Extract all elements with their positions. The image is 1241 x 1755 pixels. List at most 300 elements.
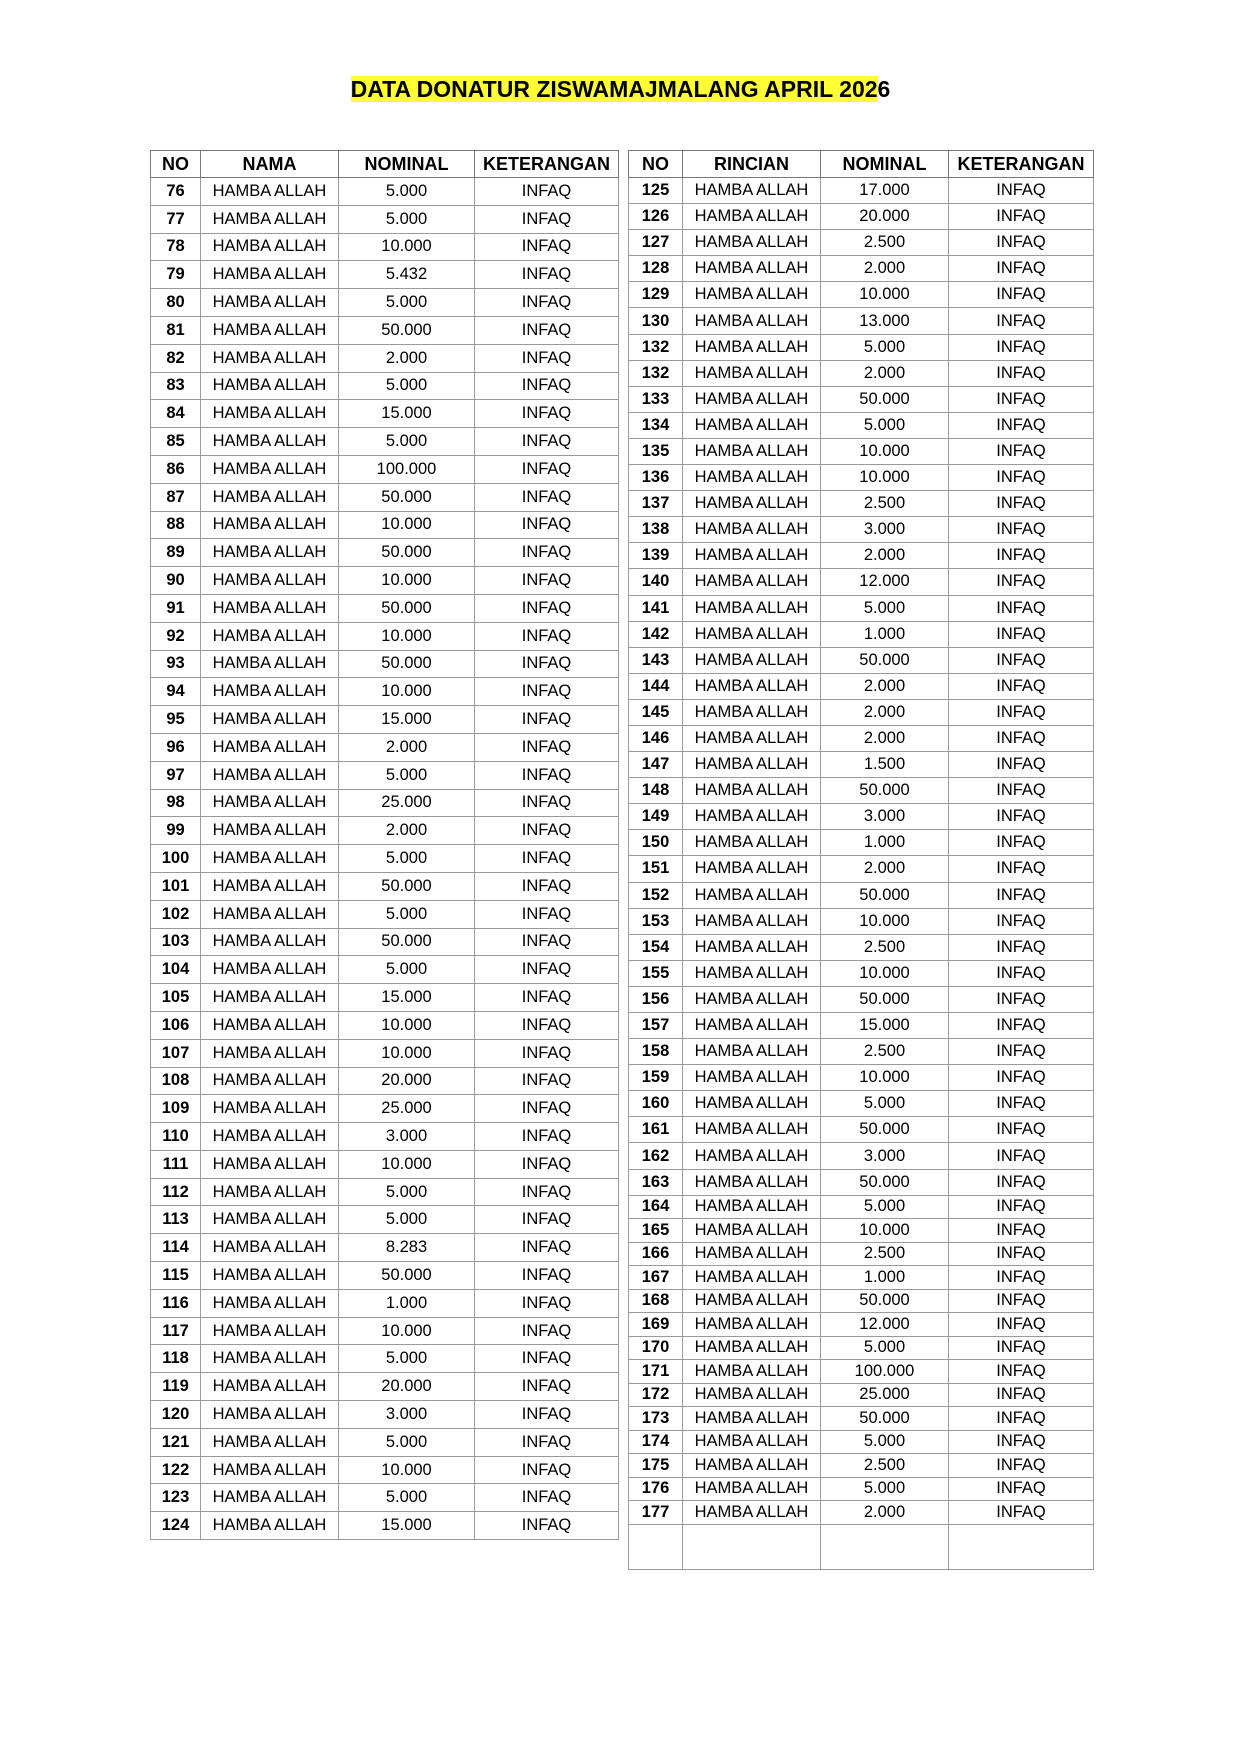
cell-nominal: 5.000 (339, 761, 475, 789)
cell-keterangan: INFAQ (949, 543, 1094, 569)
cell-nominal: 5.000 (339, 178, 475, 206)
cell-no: 104 (151, 956, 201, 984)
cell-keterangan: INFAQ (949, 569, 1094, 595)
cell-no: 158 (629, 1039, 683, 1065)
cell-keterangan: INFAQ (949, 1430, 1094, 1454)
cell-keterangan: INFAQ (949, 1360, 1094, 1384)
cell-nominal: 2.000 (821, 725, 949, 751)
table-row (629, 647, 1094, 673)
cell-no: 149 (629, 804, 683, 830)
table-row (151, 1317, 619, 1345)
cell-keterangan: INFAQ (475, 289, 619, 317)
cell-no: 95 (151, 706, 201, 734)
cell-keterangan: INFAQ (949, 856, 1094, 882)
cell-keterangan: INFAQ (475, 567, 619, 595)
cell-no: 176 (629, 1477, 683, 1501)
table-row (151, 678, 619, 706)
cell-no: 94 (151, 678, 201, 706)
cell-keterangan: INFAQ (949, 386, 1094, 412)
cell-name: HAMBA ALLAH (683, 960, 821, 986)
cell-nominal: 50.000 (339, 928, 475, 956)
cell-nominal: 2.000 (821, 856, 949, 882)
cell-no: 111 (151, 1150, 201, 1178)
cell-keterangan: INFAQ (475, 678, 619, 706)
cell-name: HAMBA ALLAH (201, 817, 339, 845)
table-row (151, 1123, 619, 1151)
cell-name: HAMBA ALLAH (201, 1178, 339, 1206)
cell-no: 110 (151, 1123, 201, 1151)
table-row (151, 1150, 619, 1178)
cell-nominal: 5.000 (339, 205, 475, 233)
table-row (151, 594, 619, 622)
cell-no: 80 (151, 289, 201, 317)
cell-nominal: 5.000 (339, 1428, 475, 1456)
cell-name: HAMBA ALLAH (683, 1289, 821, 1313)
cell-keterangan: INFAQ (475, 344, 619, 372)
table-row (151, 622, 619, 650)
table-row (629, 1013, 1094, 1039)
cell-nominal: 17.000 (821, 178, 949, 204)
cell-no: 148 (629, 778, 683, 804)
cell-no: 132 (629, 360, 683, 386)
cell-keterangan: INFAQ (475, 900, 619, 928)
cell-keterangan: INFAQ (949, 1313, 1094, 1337)
donor-table-left (150, 150, 619, 1540)
cell-no: 112 (151, 1178, 201, 1206)
cell-nominal: 5.000 (821, 1091, 949, 1117)
header-rincian: RINCIAN (683, 151, 821, 178)
table-row (151, 761, 619, 789)
cell-nominal: 3.000 (821, 517, 949, 543)
cell-keterangan: INFAQ (475, 1345, 619, 1373)
cell-nominal: 2.000 (821, 1501, 949, 1525)
cell-nominal: 2.000 (339, 344, 475, 372)
cell-name: HAMBA ALLAH (683, 934, 821, 960)
cell-name: HAMBA ALLAH (683, 725, 821, 751)
table-row (629, 1065, 1094, 1091)
cell-keterangan: INFAQ (949, 804, 1094, 830)
cell-no: 76 (151, 178, 201, 206)
table-row (151, 205, 619, 233)
cell-nominal: 5.000 (821, 412, 949, 438)
cell-nominal: 1.000 (821, 1266, 949, 1290)
cell-no: 165 (629, 1219, 683, 1243)
table-row (151, 1484, 619, 1512)
table-row (629, 595, 1094, 621)
table-row (151, 650, 619, 678)
cell-nominal: 5.000 (339, 1484, 475, 1512)
table-row (151, 845, 619, 873)
cell-nominal: 10.000 (821, 465, 949, 491)
table-row (151, 1512, 619, 1540)
cell-name: HAMBA ALLAH (683, 1169, 821, 1195)
cell-no: 141 (629, 595, 683, 621)
cell-name: HAMBA ALLAH (201, 1067, 339, 1095)
cell-no: 125 (629, 178, 683, 204)
cell-keterangan: INFAQ (949, 1407, 1094, 1431)
cell-name: HAMBA ALLAH (683, 1313, 821, 1337)
cell-name: HAMBA ALLAH (201, 650, 339, 678)
cell-keterangan: INFAQ (475, 483, 619, 511)
cell-name: HAMBA ALLAH (201, 205, 339, 233)
cell-keterangan: INFAQ (949, 1266, 1094, 1290)
cell-name: HAMBA ALLAH (201, 1234, 339, 1262)
cell-no: 97 (151, 761, 201, 789)
cell-name: HAMBA ALLAH (201, 1373, 339, 1401)
cell-name: HAMBA ALLAH (683, 438, 821, 464)
cell-name: HAMBA ALLAH (683, 752, 821, 778)
cell-name: HAMBA ALLAH (683, 1336, 821, 1360)
table-row (151, 428, 619, 456)
cell-keterangan: INFAQ (475, 1150, 619, 1178)
cell-nominal: 5.000 (339, 1345, 475, 1373)
table-row (629, 699, 1094, 725)
table-row (151, 872, 619, 900)
cell-keterangan: INFAQ (475, 178, 619, 206)
cell-no: 96 (151, 733, 201, 761)
header-nominal: NOMINAL (339, 151, 475, 178)
table-row (629, 621, 1094, 647)
cell-nominal: 15.000 (339, 706, 475, 734)
cell-name: HAMBA ALLAH (201, 1401, 339, 1429)
cell-nominal: 10.000 (339, 233, 475, 261)
cell-name: HAMBA ALLAH (683, 308, 821, 334)
table-row (151, 261, 619, 289)
cell-keterangan: INFAQ (475, 1456, 619, 1484)
cell-no: 154 (629, 934, 683, 960)
cell-no: 177 (629, 1501, 683, 1525)
cell-keterangan: INFAQ (475, 984, 619, 1012)
cell-name: HAMBA ALLAH (683, 856, 821, 882)
cell-no: 103 (151, 928, 201, 956)
cell-keterangan: INFAQ (475, 761, 619, 789)
table-row (629, 178, 1094, 204)
cell-name: HAMBA ALLAH (683, 1039, 821, 1065)
table-row (629, 491, 1094, 517)
cell-no: 133 (629, 386, 683, 412)
cell-keterangan: INFAQ (475, 817, 619, 845)
cell-no: 86 (151, 455, 201, 483)
cell-name: HAMBA ALLAH (201, 261, 339, 289)
cell-no: 132 (629, 334, 683, 360)
cell-no: 145 (629, 699, 683, 725)
cell-nominal: 2.500 (821, 230, 949, 256)
cell-name: HAMBA ALLAH (683, 1407, 821, 1431)
cell-keterangan: INFAQ (949, 699, 1094, 725)
table-row (629, 386, 1094, 412)
table-row (629, 1195, 1094, 1219)
table-row (629, 1117, 1094, 1143)
header-keterangan: KETERANGAN (949, 151, 1094, 178)
cell-nominal: 50.000 (339, 650, 475, 678)
cell-name: HAMBA ALLAH (683, 1195, 821, 1219)
cell-name: HAMBA ALLAH (201, 761, 339, 789)
table-row (151, 1456, 619, 1484)
table-row (151, 455, 619, 483)
cell-name: HAMBA ALLAH (683, 1143, 821, 1169)
table-row (629, 256, 1094, 282)
cell-nominal: 5.000 (339, 428, 475, 456)
table-header-row (151, 151, 619, 178)
table-row (151, 1262, 619, 1290)
cell-nominal: 10.000 (339, 678, 475, 706)
cell-nominal: 5.000 (821, 334, 949, 360)
cell-no: 151 (629, 856, 683, 882)
cell-name: HAMBA ALLAH (201, 511, 339, 539)
cell-name: HAMBA ALLAH (201, 372, 339, 400)
cell-nominal: 10.000 (821, 282, 949, 308)
table-row (151, 178, 619, 206)
table-row (629, 569, 1094, 595)
cell-name: HAMBA ALLAH (683, 1360, 821, 1384)
table-row (151, 1206, 619, 1234)
cell-name: HAMBA ALLAH (683, 412, 821, 438)
table-row (629, 856, 1094, 882)
cell-no: 147 (629, 752, 683, 778)
table-row (629, 1169, 1094, 1195)
cell-nominal: 3.000 (339, 1123, 475, 1151)
cell-nominal: 50.000 (821, 1289, 949, 1313)
cell-name: HAMBA ALLAH (201, 956, 339, 984)
table-row (151, 289, 619, 317)
cell-name: HAMBA ALLAH (201, 539, 339, 567)
cell-no: 174 (629, 1430, 683, 1454)
table-row (151, 1095, 619, 1123)
cell-nominal: 2.000 (339, 817, 475, 845)
cell-keterangan: INFAQ (475, 1067, 619, 1095)
cell-no: 115 (151, 1262, 201, 1290)
cell-no: 161 (629, 1117, 683, 1143)
cell-name: HAMBA ALLAH (683, 882, 821, 908)
cell-keterangan: INFAQ (949, 334, 1094, 360)
cell-no: 106 (151, 1011, 201, 1039)
cell-name: HAMBA ALLAH (683, 1117, 821, 1143)
table-row (151, 316, 619, 344)
cell-no: 77 (151, 205, 201, 233)
cell-keterangan: INFAQ (949, 230, 1094, 256)
cell-name: HAMBA ALLAH (201, 1039, 339, 1067)
cell-keterangan: INFAQ (475, 1011, 619, 1039)
table-row (629, 1454, 1094, 1478)
cell-name: HAMBA ALLAH (201, 1317, 339, 1345)
cell-keterangan: INFAQ (475, 1484, 619, 1512)
cell-name: HAMBA ALLAH (683, 699, 821, 725)
cell-keterangan: INFAQ (475, 845, 619, 873)
cell-keterangan: INFAQ (949, 1117, 1094, 1143)
cell-no: 136 (629, 465, 683, 491)
cell-keterangan: INFAQ (949, 934, 1094, 960)
cell-name: HAMBA ALLAH (683, 256, 821, 282)
table-row (629, 830, 1094, 856)
cell-keterangan: INFAQ (949, 647, 1094, 673)
cell-nominal: 10.000 (821, 1219, 949, 1243)
cell-keterangan: INFAQ (475, 928, 619, 956)
cell-keterangan: INFAQ (475, 511, 619, 539)
cell-no: 126 (629, 204, 683, 230)
cell-keterangan: INFAQ (475, 1428, 619, 1456)
cell-no: 84 (151, 400, 201, 428)
cell-no: 119 (151, 1373, 201, 1401)
table-row (151, 233, 619, 261)
cell-keterangan: INFAQ (949, 882, 1094, 908)
cell-no: 160 (629, 1091, 683, 1117)
cell-name: HAMBA ALLAH (201, 1289, 339, 1317)
cell-keterangan: INFAQ (949, 830, 1094, 856)
cell-nominal: 5.000 (339, 956, 475, 984)
cell-name: HAMBA ALLAH (683, 282, 821, 308)
cell-nominal: 12.000 (821, 569, 949, 595)
cell-nominal: 50.000 (821, 986, 949, 1012)
table-row (151, 1401, 619, 1429)
cell-keterangan: INFAQ (475, 400, 619, 428)
cell-no: 167 (629, 1266, 683, 1290)
cell-keterangan: INFAQ (475, 872, 619, 900)
cell-nominal: 8.283 (339, 1234, 475, 1262)
cell-nominal: 20.000 (821, 204, 949, 230)
cell-keterangan: INFAQ (949, 960, 1094, 986)
cell-keterangan: INFAQ (949, 778, 1094, 804)
cell-name: HAMBA ALLAH (201, 1123, 339, 1151)
cell-no: 144 (629, 673, 683, 699)
cell-no: 163 (629, 1169, 683, 1195)
cell-name: HAMBA ALLAH (683, 517, 821, 543)
cell-no: 138 (629, 517, 683, 543)
cell-name: HAMBA ALLAH (201, 678, 339, 706)
cell-nominal: 10.000 (821, 960, 949, 986)
cell-keterangan: INFAQ (949, 621, 1094, 647)
cell-name: HAMBA ALLAH (683, 1383, 821, 1407)
cell-no: 173 (629, 1407, 683, 1431)
cell-name: HAMBA ALLAH (201, 233, 339, 261)
cell-nominal: 2.000 (821, 360, 949, 386)
table-row (629, 673, 1094, 699)
cell-name: HAMBA ALLAH (683, 647, 821, 673)
cell-nominal: 50.000 (339, 539, 475, 567)
cell-nominal: 5.000 (821, 1430, 949, 1454)
cell-no: 137 (629, 491, 683, 517)
donor-table-right-body (629, 178, 1094, 1570)
cell-no: 135 (629, 438, 683, 464)
cell-no: 88 (151, 511, 201, 539)
cell-nominal: 50.000 (821, 386, 949, 412)
header-nama: NAMA (201, 151, 339, 178)
cell-keterangan: INFAQ (475, 1095, 619, 1123)
table-row (629, 1143, 1094, 1169)
cell-no: 150 (629, 830, 683, 856)
table-row (629, 465, 1094, 491)
cell-nominal: 25.000 (339, 1095, 475, 1123)
cell-name: HAMBA ALLAH (683, 334, 821, 360)
cell-nominal: 15.000 (339, 984, 475, 1012)
cell-nominal: 10.000 (821, 908, 949, 934)
table-row (151, 956, 619, 984)
table-row (629, 934, 1094, 960)
page-title (0, 74, 1241, 104)
cell-keterangan: INFAQ (475, 1123, 619, 1151)
cell-nominal: 100.000 (821, 1360, 949, 1384)
cell-nominal: 5.000 (821, 1195, 949, 1219)
cell-no: 81 (151, 316, 201, 344)
cell-no: 153 (629, 908, 683, 934)
cell-nominal: 10.000 (339, 1456, 475, 1484)
title-highlighted: DATA DONATUR ZISWAMAJMALANG APRIL 202 (350, 76, 878, 102)
cell-keterangan: INFAQ (475, 539, 619, 567)
cell-name: HAMBA ALLAH (683, 1501, 821, 1525)
cell-nominal: 20.000 (339, 1067, 475, 1095)
cell-keterangan: INFAQ (949, 1477, 1094, 1501)
cell-no: 90 (151, 567, 201, 595)
cell-no: 128 (629, 256, 683, 282)
table-row (151, 400, 619, 428)
cell-no: 171 (629, 1360, 683, 1384)
table-row (151, 817, 619, 845)
cell-nominal: 3.000 (821, 1143, 949, 1169)
table-row (151, 1011, 619, 1039)
cell-name: HAMBA ALLAH (201, 1095, 339, 1123)
cell-no: 134 (629, 412, 683, 438)
table-row (151, 900, 619, 928)
cell-nominal: 2.000 (821, 673, 949, 699)
table-row (151, 539, 619, 567)
table-row (151, 483, 619, 511)
empty-cell (683, 1524, 821, 1569)
title-rest: 6 (877, 76, 891, 102)
cell-keterangan: INFAQ (949, 1454, 1094, 1478)
cell-name: HAMBA ALLAH (683, 386, 821, 412)
cell-no: 159 (629, 1065, 683, 1091)
cell-nominal: 15.000 (339, 400, 475, 428)
cell-nominal: 2.500 (821, 1242, 949, 1266)
cell-keterangan: INFAQ (475, 594, 619, 622)
cell-name: HAMBA ALLAH (683, 178, 821, 204)
empty-cell (629, 1524, 683, 1569)
cell-no: 89 (151, 539, 201, 567)
cell-nominal: 50.000 (339, 594, 475, 622)
cell-keterangan: INFAQ (949, 1383, 1094, 1407)
cell-no: 121 (151, 1428, 201, 1456)
cell-no: 98 (151, 789, 201, 817)
cell-keterangan: INFAQ (949, 725, 1094, 751)
cell-keterangan: INFAQ (949, 465, 1094, 491)
cell-keterangan: INFAQ (475, 1401, 619, 1429)
table-row (629, 960, 1094, 986)
donor-table-right (628, 150, 1094, 1570)
cell-name: HAMBA ALLAH (201, 1262, 339, 1290)
cell-nominal: 10.000 (339, 1039, 475, 1067)
table-row (629, 543, 1094, 569)
cell-no: 169 (629, 1313, 683, 1337)
cell-name: HAMBA ALLAH (683, 621, 821, 647)
cell-nominal: 10.000 (339, 1317, 475, 1345)
cell-no: 105 (151, 984, 201, 1012)
table-row (629, 1313, 1094, 1337)
cell-keterangan: INFAQ (949, 595, 1094, 621)
cell-no: 118 (151, 1345, 201, 1373)
cell-name: HAMBA ALLAH (683, 204, 821, 230)
table-row (151, 1289, 619, 1317)
cell-keterangan: INFAQ (949, 1169, 1094, 1195)
cell-keterangan: INFAQ (475, 1373, 619, 1401)
cell-name: HAMBA ALLAH (201, 178, 339, 206)
table-row (629, 334, 1094, 360)
cell-name: HAMBA ALLAH (683, 778, 821, 804)
cell-no: 143 (629, 647, 683, 673)
cell-name: HAMBA ALLAH (683, 1454, 821, 1478)
cell-name: HAMBA ALLAH (201, 1428, 339, 1456)
cell-nominal: 50.000 (339, 316, 475, 344)
table-row (151, 1345, 619, 1373)
cell-nominal: 5.000 (339, 1206, 475, 1234)
